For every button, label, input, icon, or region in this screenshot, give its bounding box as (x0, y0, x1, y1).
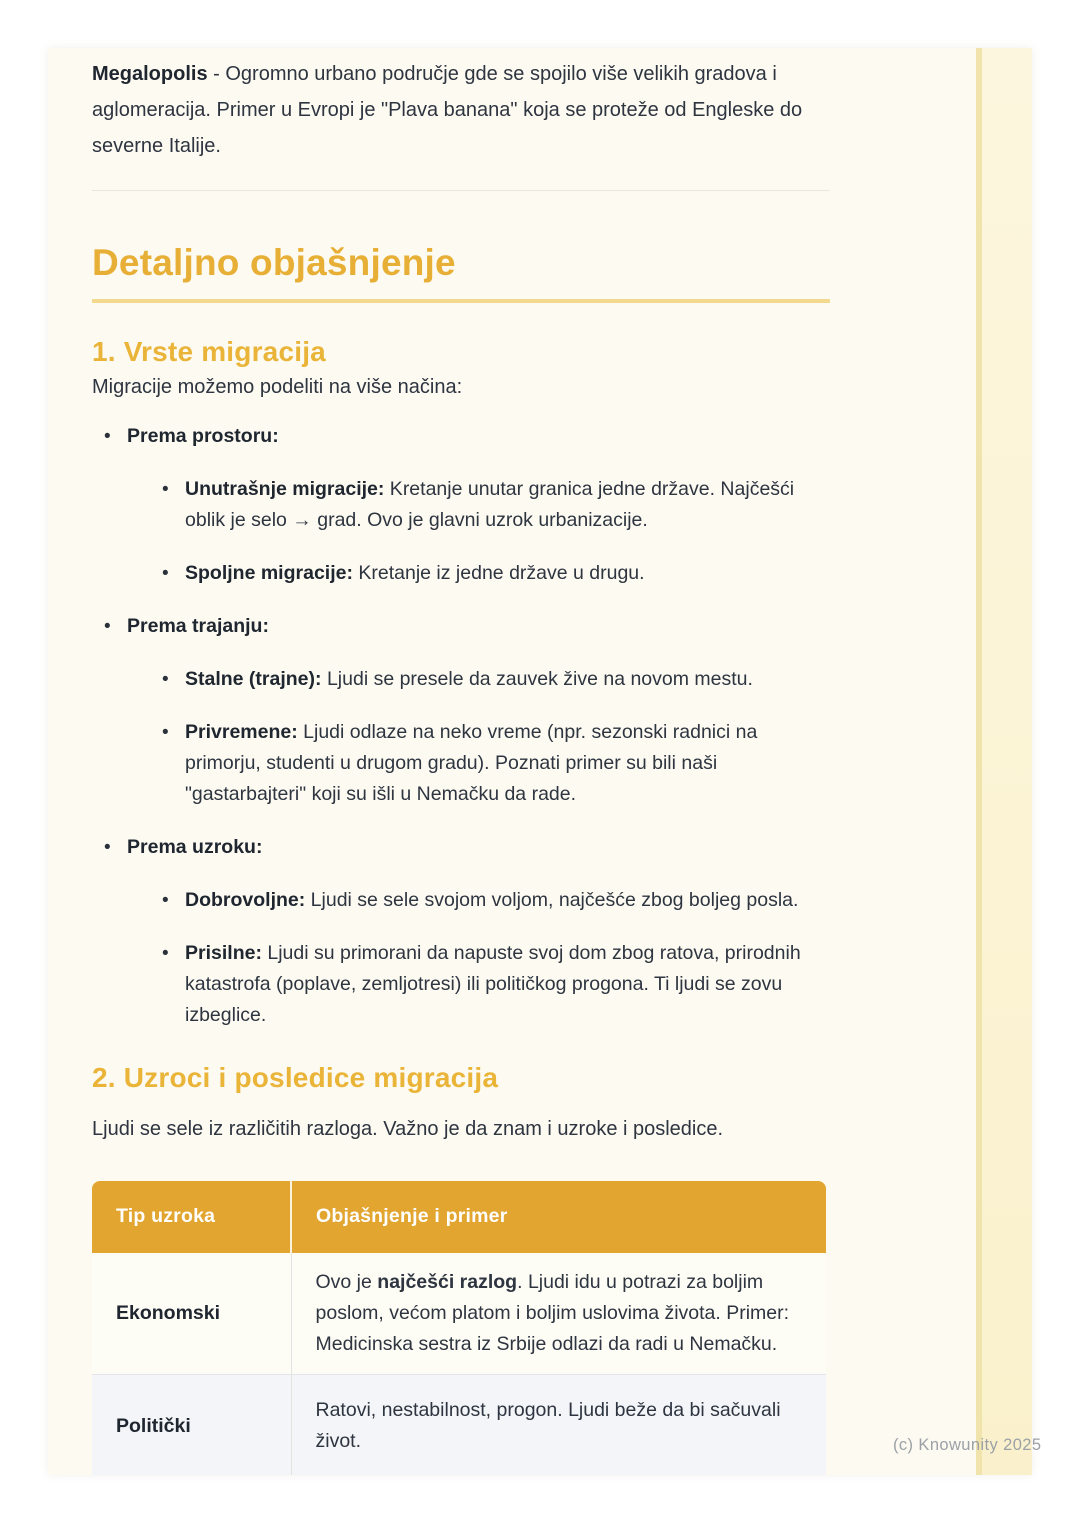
cell-text: Ovo je (315, 1271, 378, 1293)
list-item (162, 558, 830, 589)
table-header-explanation: Objašnjenje i primer (291, 1181, 826, 1253)
cell-text: . Ljudi idu u potrazi za boljim poslom, većom platom i boljim uslovima života. Primer: Medicinska sestra iz Srbije odlazi da radi u Nemačku. (315, 1271, 790, 1355)
list-item (162, 885, 830, 916)
list-item-text: Ljudi su primorani da napuste svoj dom zbog ratova, prirodnih katastrofa (poplave, zemljotresi) ili političkog progona. Ti ljudi se zovu izbeglice. (185, 942, 801, 1026)
cell-text: Ratovi, nestabilnost, progon. Ljudi beže da bi sačuvali život. (315, 1399, 781, 1452)
list-item-label: Prisilne: (185, 942, 262, 964)
list-item-text: Ljudi se sele svojom voljom, najčešće zbog boljeg posla. (305, 889, 799, 911)
cell-explanation (291, 1375, 826, 1476)
section-divider (92, 190, 830, 191)
bullet-icon: • (104, 426, 111, 447)
section-2-heading: 2. Uzroci i posledice migracija (92, 1062, 499, 1093)
intro-term: Megalopolis (92, 63, 208, 85)
cell-explanation (291, 1253, 826, 1375)
bullet-icon: • (104, 837, 111, 858)
table-header (92, 1181, 826, 1253)
sublist (127, 885, 830, 1031)
table-body (92, 1253, 826, 1475)
page-title: Detaljno objašnjenje (92, 241, 830, 303)
table-header-type: Tip uzroka (92, 1181, 291, 1253)
bullet-icon: • (162, 943, 169, 964)
list-item-text: Ljudi odlaze na neko vreme (npr. sezonski radnici na primorju, studenti u drugom gradu). Poznati primer su bili naši "gastarbajteri" koji su išli u Nemačku da rade. (185, 721, 758, 805)
page-content (92, 48, 830, 1475)
list-item-label: Unutrašnje migracije: (185, 478, 385, 500)
intro-paragraph (92, 56, 830, 164)
list-item (104, 832, 830, 1031)
intro-text: - Ogromno urbano područje gde se spojilo više velikih gradova i aglomeracija. Primer u Evropi je "Plava banana" koja se proteže od Engleske do severne Italije. (92, 63, 803, 157)
cell-type: Politički (92, 1375, 291, 1476)
list-item-label: Prema prostoru: (127, 425, 279, 447)
bullet-icon: • (162, 722, 169, 743)
right-accent-stripe (976, 48, 1032, 1475)
cell-text-bold: najčešći razlog (377, 1271, 518, 1293)
list-item (162, 938, 830, 1031)
list-item (104, 421, 830, 589)
list-item (104, 611, 830, 810)
bullet-icon: • (104, 616, 111, 637)
list-item-label: Dobrovoljne: (185, 889, 306, 911)
document-page (48, 48, 1032, 1475)
list-item-label: Privremene: (185, 721, 298, 743)
table-header-row (92, 1181, 826, 1253)
causes-table-container (92, 1181, 826, 1475)
bullet-icon: • (162, 890, 169, 911)
causes-table (92, 1181, 826, 1475)
list-item (162, 717, 830, 810)
section-1-intro: Migracije možemo podeliti na više načina: (92, 376, 463, 398)
table-row (92, 1253, 826, 1375)
list-item-text: Ljudi se presele da zauvek žive na novom mestu. (321, 668, 753, 690)
list-item-label: Prema uzroku: (127, 836, 263, 858)
sublist (127, 474, 830, 589)
section-2-intro: Ljudi se sele iz različitih razloga. Važno je da znam i uzroke i posledice. (92, 1118, 724, 1140)
list-item (162, 664, 830, 695)
bullet-icon: • (162, 669, 169, 690)
cell-type: Ekonomski (92, 1253, 291, 1375)
list-item-label: Prema trajanju: (127, 615, 269, 637)
copyright-watermark: (c) Knowunity 2025 (893, 1436, 1042, 1454)
bullet-icon: • (162, 479, 169, 500)
sublist (127, 664, 830, 810)
list-item (162, 474, 830, 536)
list-item-label: Spoljne migracije: (185, 562, 353, 584)
bullet-icon: • (162, 563, 169, 584)
table-row (92, 1375, 826, 1476)
migration-types-list (92, 421, 830, 1031)
list-item-text: Kretanje unutar granica jedne države. Najčešći oblik je selo → grad. Ovo je glavni uzrok urbanizacije. (185, 478, 795, 531)
list-item-label: Stalne (trajne): (185, 668, 322, 690)
list-item-text: Kretanje iz jedne države u drugu. (352, 562, 645, 584)
section-1-heading: 1. Vrste migracija (92, 336, 326, 367)
